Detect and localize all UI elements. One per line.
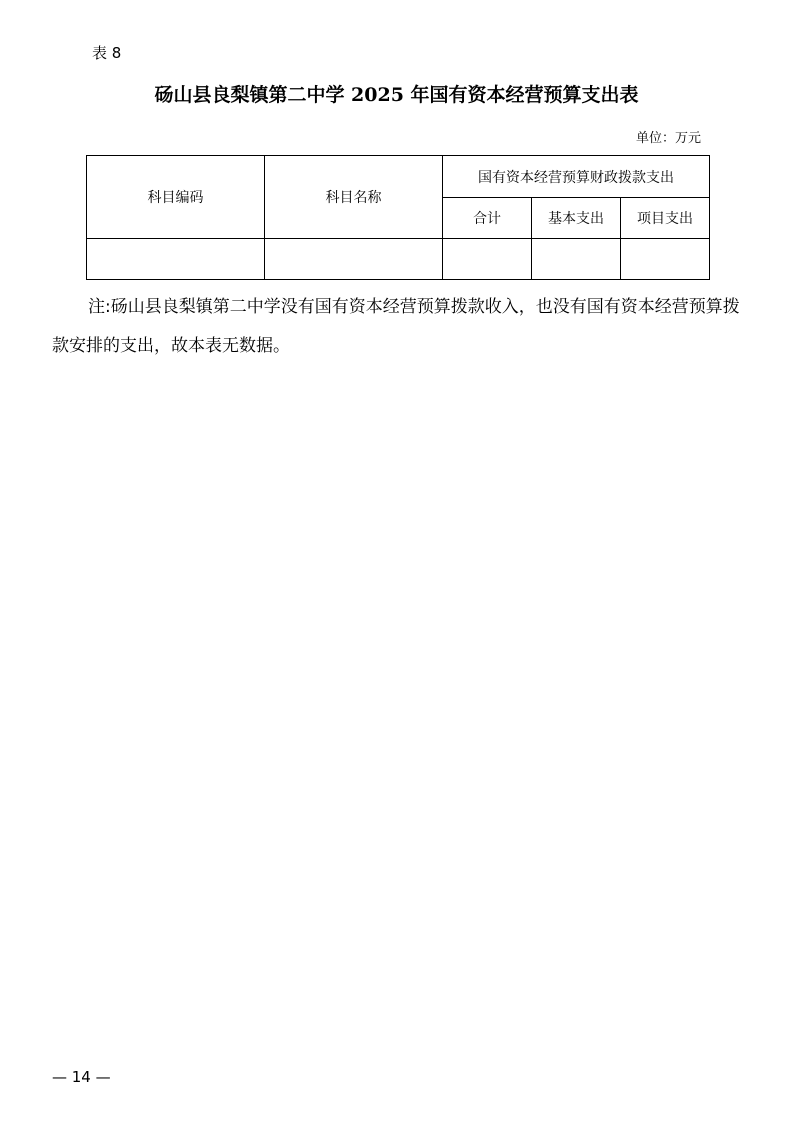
header-project-expenditure: 项目支出 [621,198,710,239]
cell-basic [532,239,621,280]
cell-code [87,239,265,280]
cell-total [443,239,532,280]
header-subject-name: 科目名称 [265,156,443,239]
page-title: 砀山县良梨镇第二中学 2025 年国有资本经营预算支出表 [154,84,639,106]
header-basic-expenditure: 基本支出 [532,198,621,239]
cell-project [621,239,710,280]
cell-name [265,239,443,280]
header-expenditure-group: 国有资本经营预算财政拨款支出 [443,156,710,198]
budget-table [86,155,710,280]
table-header-row [87,156,710,198]
header-total: 合计 [443,198,532,239]
note-paragraph: 注:砀山县良梨镇第二中学没有国有资本经营预算拨款收入，也没有国有资本经营预算拨款安排的支出，故本表无数据。 [52,297,740,356]
table-number: 表 8 [92,44,122,62]
table-row [87,239,710,280]
unit-label: 单位：万元 [635,131,701,146]
header-subject-code: 科目编码 [87,156,265,239]
page-number: — 14 — [52,1068,111,1086]
